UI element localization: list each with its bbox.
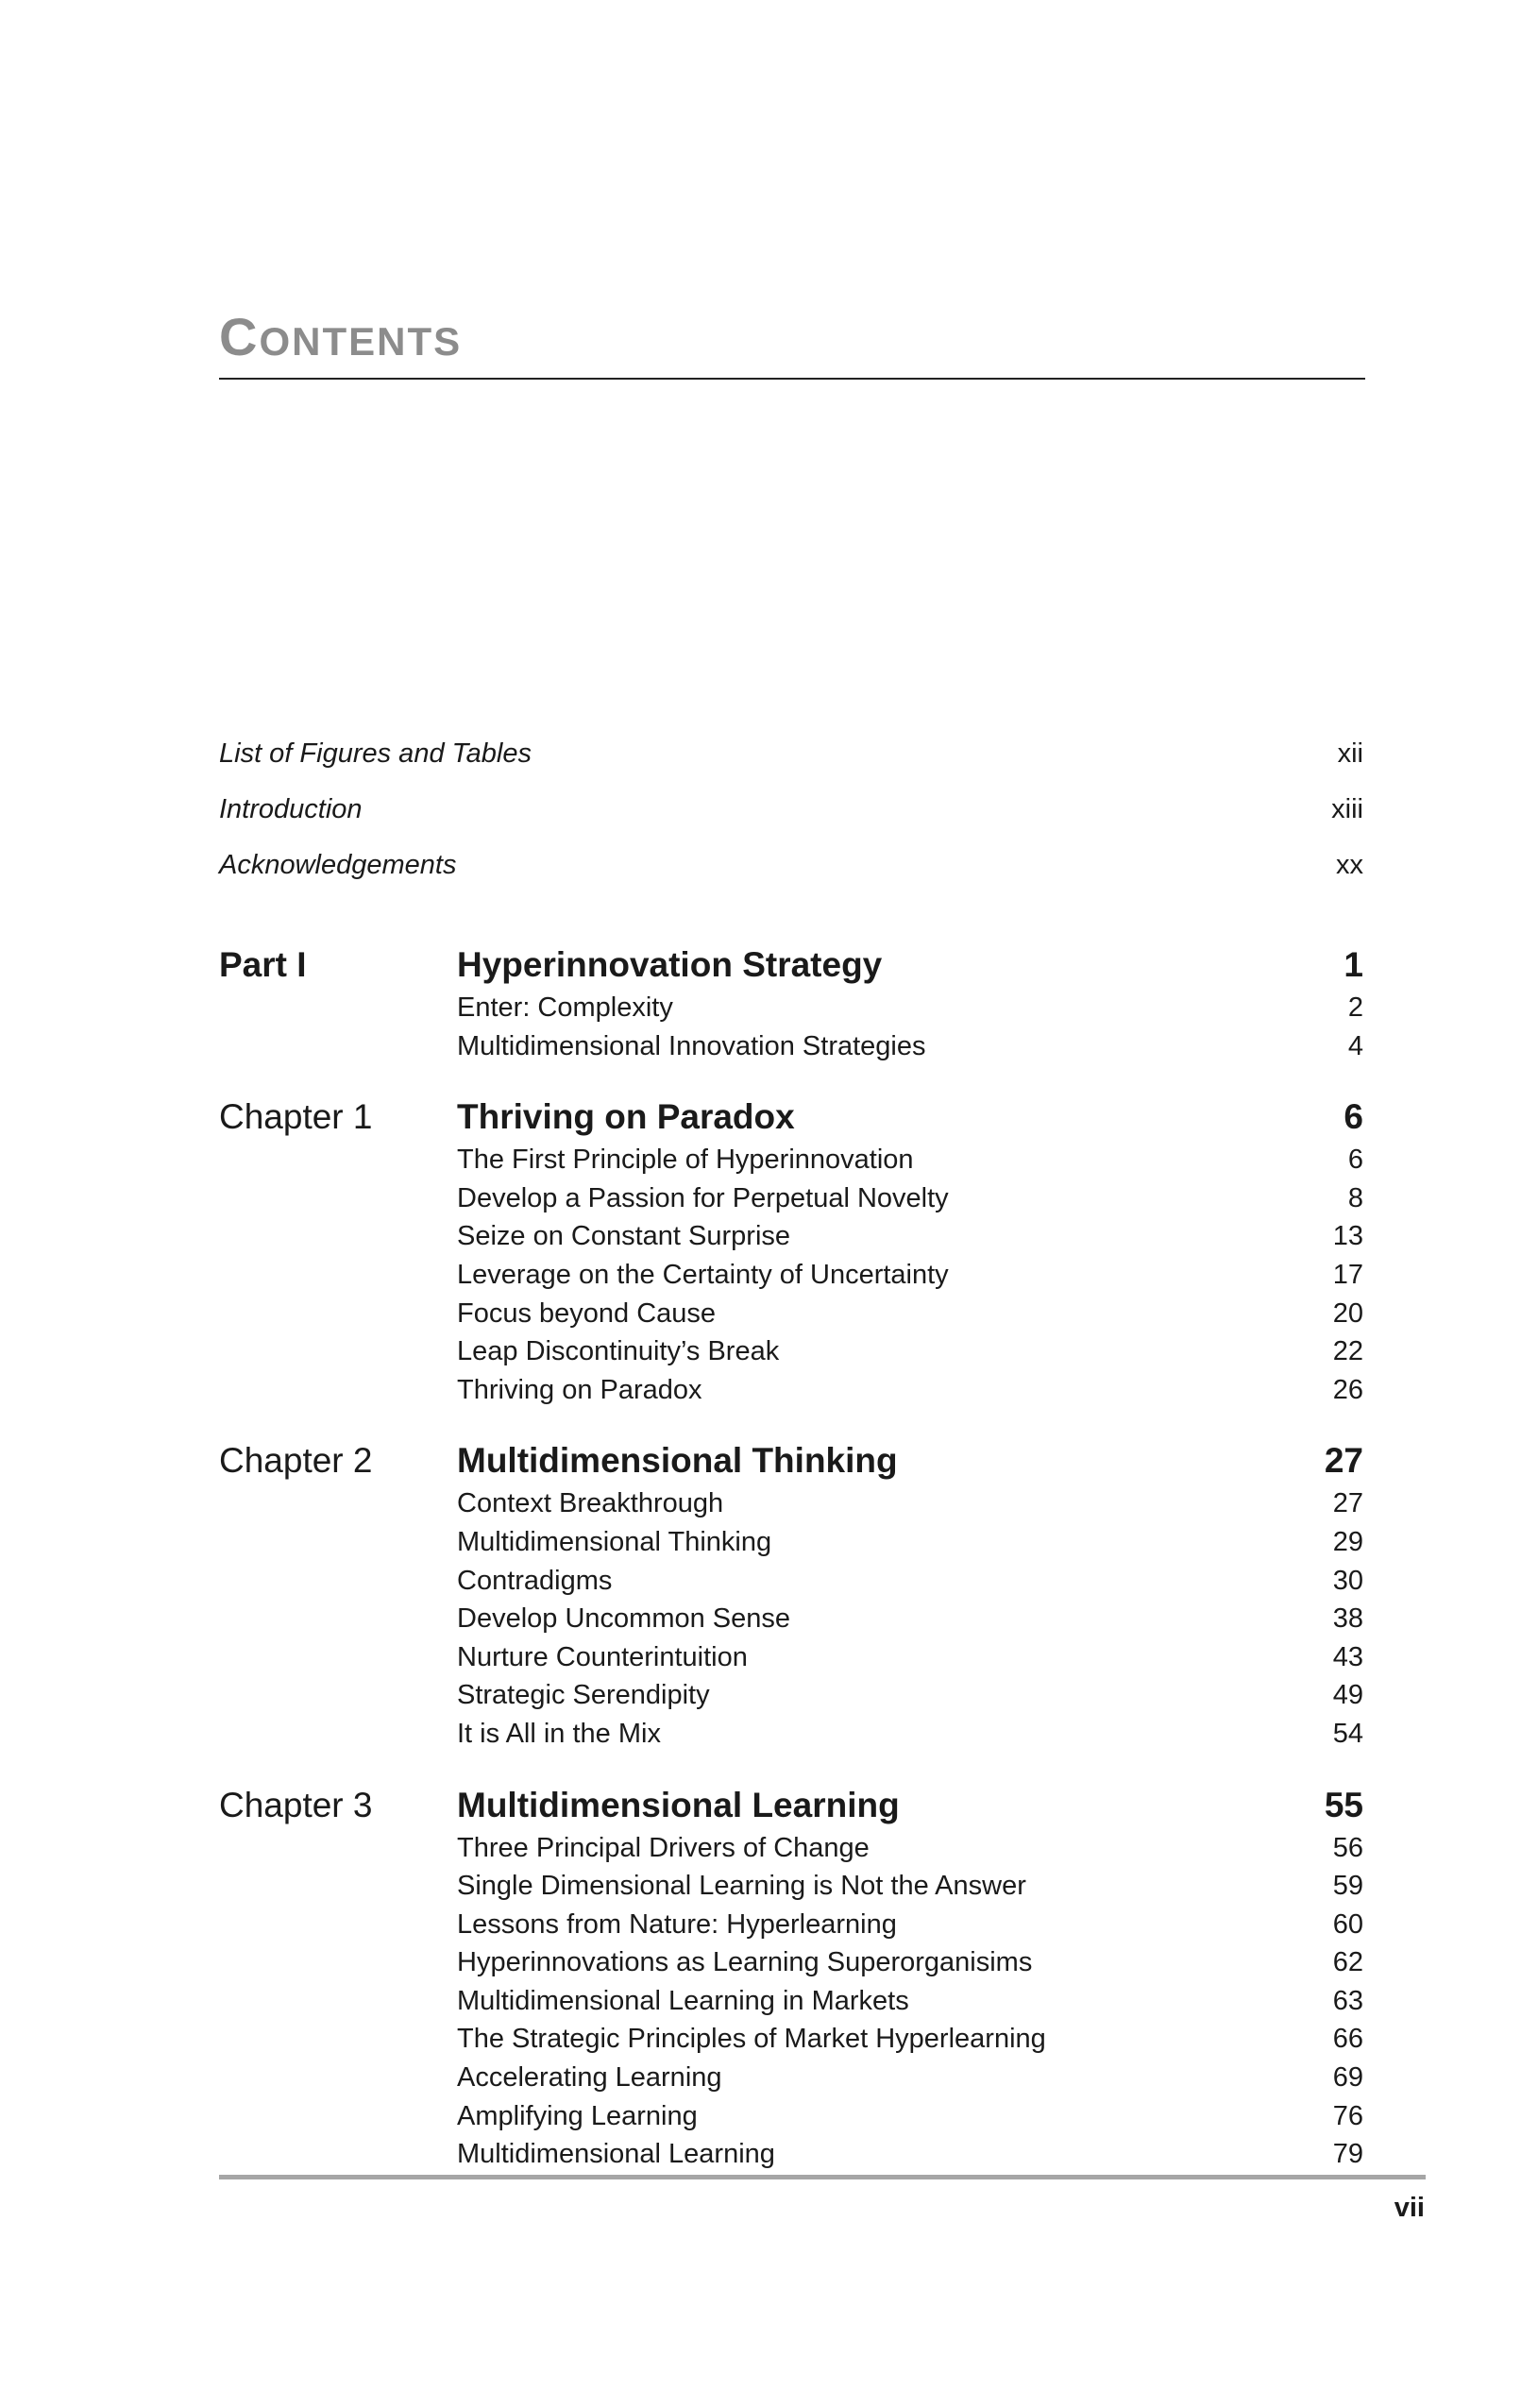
section-label: Chapter 3: [219, 1785, 373, 1824]
toc-item-title: Multidimensional Thinking: [457, 1526, 772, 1557]
toc-item-page: 62: [1332, 1947, 1363, 1978]
toc-item-page: 54: [1332, 1718, 1363, 1749]
toc-section-chapter-1: [219, 1097, 1363, 1413]
toc-item[interactable]: [219, 1298, 1363, 1337]
toc-item[interactable]: [219, 1642, 1363, 1681]
toc-entry-list-of-figures[interactable]: [219, 738, 1363, 794]
toc-item[interactable]: [219, 1221, 1363, 1260]
page-title: CONTENTS: [219, 307, 463, 366]
toc-item[interactable]: [219, 1871, 1363, 1909]
toc-item-title: Accelerating Learning: [457, 2062, 722, 2094]
toc-item[interactable]: [219, 1909, 1363, 1948]
section-title: Hyperinnovation Strategy: [457, 945, 883, 984]
toc-item-page: 49: [1332, 1680, 1363, 1711]
toc-item[interactable]: [219, 1603, 1363, 1642]
title-rule: [219, 378, 1365, 380]
toc-section-heading[interactable]: [219, 1097, 1363, 1145]
section-page: 6: [1344, 1097, 1363, 1137]
section-page: 1: [1344, 945, 1363, 984]
toc-item-page: 79: [1332, 2139, 1363, 2170]
section-label: Part I: [219, 945, 307, 984]
toc-item-title: Multidimensional Innovation Strategies: [457, 1030, 926, 1061]
toc-item[interactable]: [219, 2062, 1363, 2101]
toc-item-title: Seize on Constant Surprise: [457, 1221, 791, 1252]
toc-item-page: 8: [1347, 1182, 1363, 1213]
toc-item[interactable]: [219, 1566, 1363, 1604]
toc-item-page: 66: [1332, 2024, 1363, 2055]
toc-section-part-1: [219, 945, 1363, 1069]
section-page: 55: [1324, 1785, 1363, 1824]
toc-item-title: Contradigms: [457, 1565, 613, 1596]
toc-item[interactable]: [219, 1183, 1363, 1222]
toc-item-title: Context Breakthrough: [457, 1488, 724, 1519]
toc-entry-title: Acknowledgements: [219, 850, 457, 880]
toc-item-page: 59: [1332, 1871, 1363, 1902]
toc-entry-introduction[interactable]: [219, 794, 1363, 850]
toc-section-chapter-3: [219, 1786, 1363, 2178]
toc-item-page: 4: [1347, 1030, 1363, 1061]
toc-item-page: 20: [1332, 1297, 1363, 1329]
toc-item-page: 63: [1332, 1985, 1363, 2016]
section-title: Multidimensional Thinking: [457, 1441, 898, 1481]
toc-item-title: The Strategic Principles of Market Hyperlearning: [457, 2024, 1046, 2055]
toc-item-title: Three Principal Drivers of Change: [457, 1832, 870, 1863]
front-matter-list: [219, 738, 1363, 906]
toc-item-title: Lessons from Nature: Hyperlearning: [457, 1908, 897, 1940]
section-title: Multidimensional Learning: [457, 1785, 900, 1824]
toc-item-title: Hyperinnovations as Learning Superorganisims: [457, 1947, 1033, 1978]
section-label: Chapter 1: [219, 1097, 373, 1137]
toc-section-chapter-2: [219, 1441, 1363, 1756]
toc-item[interactable]: [219, 1833, 1363, 1872]
toc-section-heading[interactable]: [219, 945, 1363, 992]
toc-item[interactable]: [219, 1336, 1363, 1375]
toc-item-page: 60: [1332, 1908, 1363, 1940]
toc-item-title: Multidimensional Learning: [457, 2139, 775, 2170]
toc-item[interactable]: [219, 992, 1363, 1031]
table-of-contents: [219, 738, 1363, 2206]
toc-item-title: Enter: Complexity: [457, 992, 673, 1023]
toc-item[interactable]: [219, 1145, 1363, 1183]
toc-item-title: Strategic Serendipity: [457, 1680, 710, 1711]
toc-item-page: 17: [1332, 1259, 1363, 1290]
section-title: Thriving on Paradox: [457, 1097, 795, 1137]
toc-item-page: 38: [1332, 1603, 1363, 1635]
toc-entry-page: xx: [1336, 850, 1363, 880]
toc-item-page: 2: [1347, 992, 1363, 1023]
toc-item-title: It is All in the Mix: [457, 1718, 661, 1749]
toc-item[interactable]: [219, 1031, 1363, 1070]
toc-item-page: 30: [1332, 1565, 1363, 1596]
toc-item[interactable]: [219, 2024, 1363, 2062]
toc-item-title: Single Dimensional Learning is Not the Answer: [457, 1871, 1026, 1902]
page-number: vii: [1394, 2193, 1425, 2223]
toc-item[interactable]: [219, 1488, 1363, 1527]
toc-entry-page: xiii: [1331, 794, 1363, 824]
toc-section-heading[interactable]: [219, 1786, 1363, 1833]
section-page: 27: [1324, 1441, 1363, 1481]
toc-item[interactable]: [219, 1947, 1363, 1986]
toc-section-heading[interactable]: [219, 1441, 1363, 1488]
toc-item-title: The First Principle of Hyperinnovation: [457, 1145, 914, 1176]
toc-item-page: 76: [1332, 2100, 1363, 2131]
toc-item-title: Nurture Counterintuition: [457, 1641, 748, 1672]
toc-item-page: 43: [1332, 1641, 1363, 1672]
footer-rule: [219, 2175, 1426, 2179]
toc-entry-title: List of Figures and Tables: [219, 738, 532, 769]
toc-item-page: 6: [1347, 1145, 1363, 1176]
toc-item-page: 56: [1332, 1832, 1363, 1863]
toc-item-title: Amplifying Learning: [457, 2100, 698, 2131]
toc-item[interactable]: [219, 1986, 1363, 2025]
toc-item[interactable]: [219, 1375, 1363, 1414]
toc-entry-page: xii: [1337, 738, 1363, 769]
toc-item[interactable]: [219, 2139, 1363, 2178]
toc-item-title: Develop Uncommon Sense: [457, 1603, 791, 1635]
toc-entry-title: Introduction: [219, 794, 363, 824]
toc-item-title: Focus beyond Cause: [457, 1297, 717, 1329]
toc-item-title: Multidimensional Learning in Markets: [457, 1985, 909, 2016]
toc-item-page: 26: [1332, 1374, 1363, 1405]
toc-entry-acknowledgements[interactable]: [219, 850, 1363, 906]
toc-item[interactable]: [219, 2101, 1363, 2140]
toc-item-title: Thriving on Paradox: [457, 1374, 702, 1405]
toc-item-page: 29: [1332, 1526, 1363, 1557]
toc-item-title: Leverage on the Certainty of Uncertainty: [457, 1259, 949, 1290]
toc-item[interactable]: [219, 1719, 1363, 1757]
toc-item-title: Leap Discontinuity’s Break: [457, 1336, 780, 1367]
section-label: Chapter 2: [219, 1441, 373, 1481]
toc-item[interactable]: [219, 1260, 1363, 1298]
toc-item-page: 69: [1332, 2062, 1363, 2094]
toc-item[interactable]: [219, 1680, 1363, 1719]
toc-item-page: 13: [1332, 1221, 1363, 1252]
toc-item-page: 22: [1332, 1336, 1363, 1367]
toc-item[interactable]: [219, 1527, 1363, 1566]
toc-item-page: 27: [1332, 1488, 1363, 1519]
toc-item-title: Develop a Passion for Perpetual Novelty: [457, 1182, 949, 1213]
